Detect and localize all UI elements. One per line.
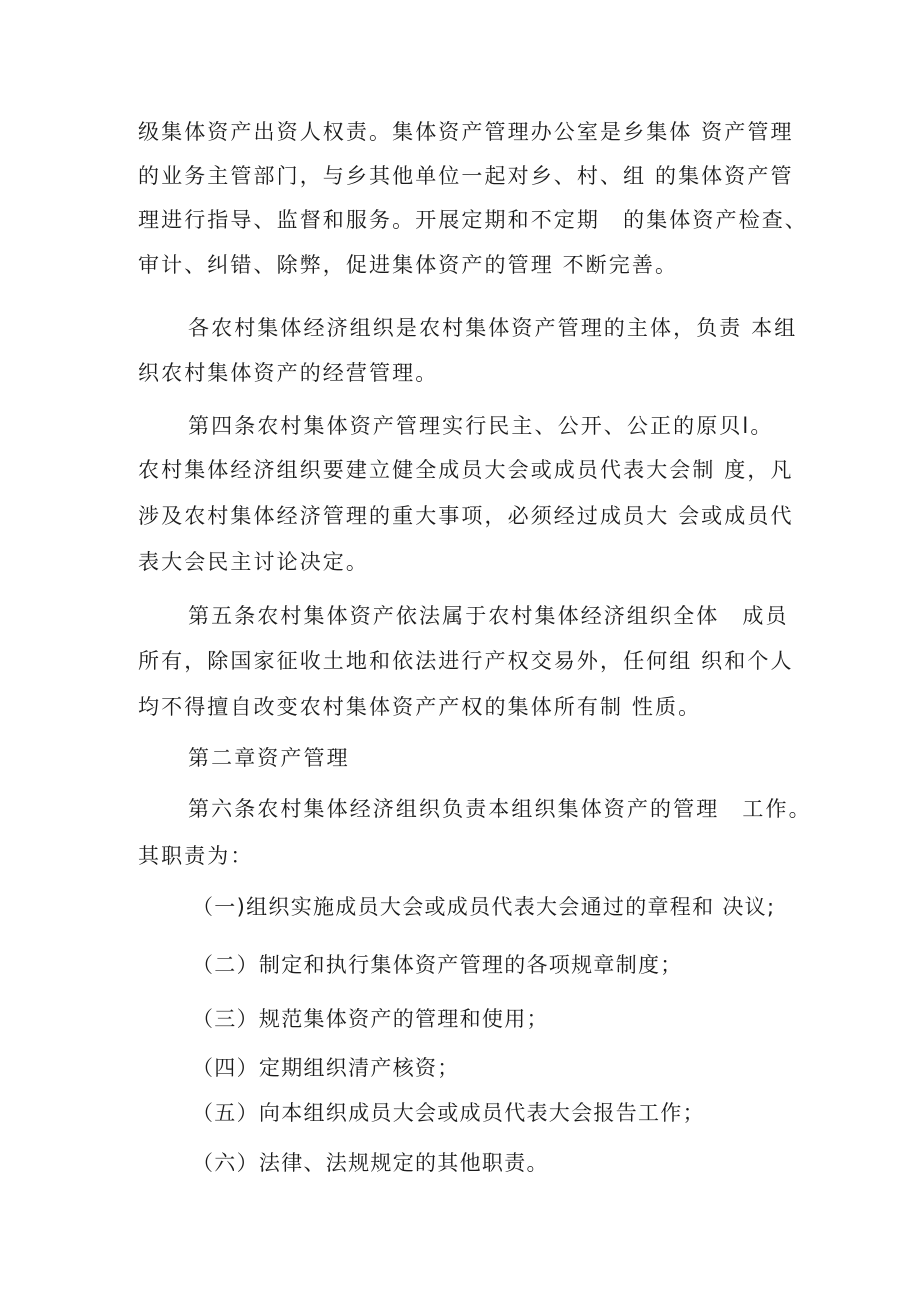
paragraph-4-line-1: 第五条农村集体资产依法属于农村集体经济组织全体 成员: [188, 604, 789, 628]
paragraph-3-line-4: 表大会民主讨论决定。: [138, 550, 369, 574]
paragraph-4-line-2: 所有，除国家征收土地和依法进行产权交易外，任何组 织和个人: [138, 649, 794, 673]
duty-item-3: （三）规范集体资产的管理和使用；: [192, 1007, 549, 1031]
paragraph-1-line-2: 的业务主管部门，与乡其他单位一起对乡、村、组 的集体资产管: [138, 164, 794, 188]
paragraph-1-line-3: 理进行指导、监督和服务。开展定期和不定期 的集体资产检查、: [138, 208, 808, 232]
paragraph-3-line-3: 涉及农村集体经济管理的重大事项，必须经过成员大 会或成员代: [138, 504, 794, 528]
paragraph-2-line-1: 各农村集体经济组织是农村集体资产管理的主体，负责 本组: [188, 316, 798, 340]
paragraph-4-line-3: 均不得擅自改变农村集体资产产权的集体所有制 性质。: [138, 695, 702, 719]
duty-item-4: （四）定期组织清产核资；: [192, 1056, 460, 1080]
paragraph-2-line-2: 织农村集体资产的经营管理。: [138, 361, 439, 385]
paragraph-6-line-1: 第六条农村集体经济组织负责本组织集体资产的管理 工作。: [188, 797, 812, 821]
paragraph-3-line-2: 农村集体经济组织要建立健全成员大会或成员代表大会制 度，凡: [138, 458, 794, 482]
duty-item-1: （一)组织实施成员大会或成员代表大会通过的章程和 决议;: [192, 895, 776, 919]
paragraph-6-line-2: 其职责为：: [138, 844, 254, 868]
paragraph-1-line-1: 级集体资产出资人权责。集体资产管理办公室是乡集体 资产管理: [138, 120, 794, 144]
duty-item-6: （六）法律、法规规定的其他职责。: [192, 1151, 549, 1175]
duty-item-5: （五）向本组织成员大会或成员代表大会报告工作；: [192, 1101, 705, 1125]
paragraph-3-line-1: 第四条农村集体资产管理实行民主、公开、公正的原贝l。: [188, 414, 774, 438]
chapter-heading: 第二章资产管理: [188, 746, 350, 770]
paragraph-1-line-4: 审计、纠错、除弊，促进集体资产的管理 不断完善。: [138, 253, 679, 277]
duty-item-2: （二）制定和执行集体资产管理的各项规章制度；: [192, 953, 683, 977]
